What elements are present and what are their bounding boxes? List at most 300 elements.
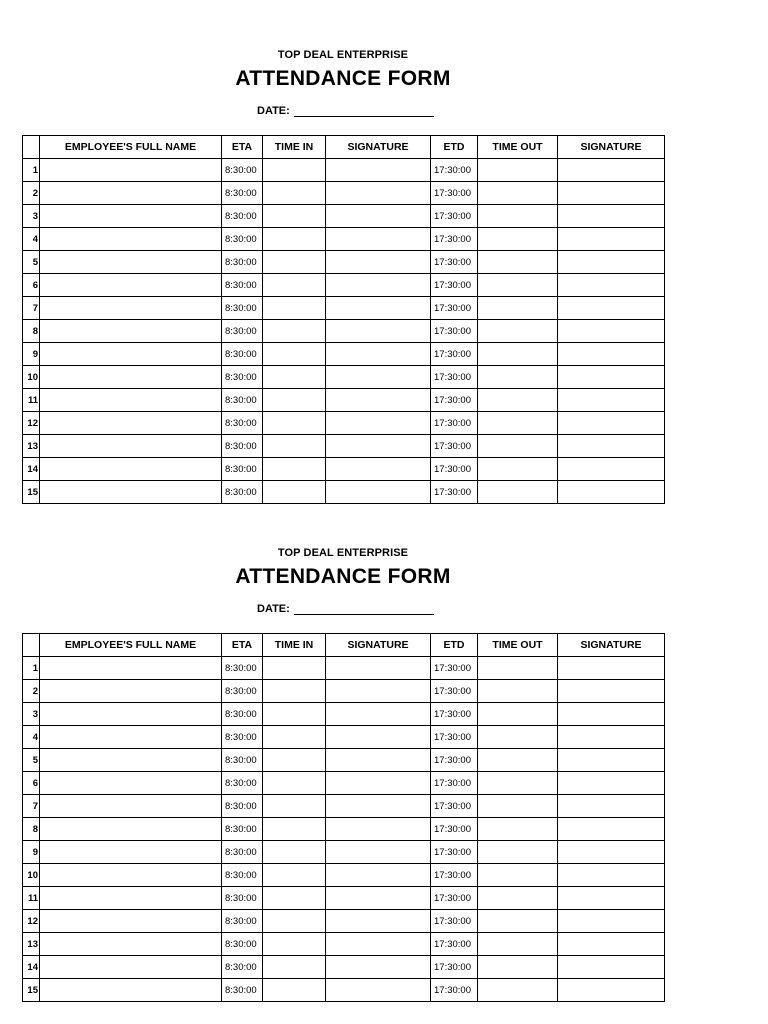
time-in-cell[interactable]: [263, 795, 326, 818]
signature-in-cell[interactable]: [326, 274, 431, 297]
time-out-cell[interactable]: [478, 818, 558, 841]
eta-cell: 8:30:00: [222, 910, 263, 933]
row-number: 6: [23, 274, 40, 297]
row-number: 9: [23, 841, 40, 864]
employee-name-header: EMPLOYEE'S FULL NAME: [40, 634, 222, 657]
signature-out-header: SIGNATURE: [558, 634, 665, 657]
time-in-cell[interactable]: [263, 389, 326, 412]
row-number: 1: [23, 657, 40, 680]
signature-in-cell[interactable]: [326, 297, 431, 320]
employee-name-cell[interactable]: [40, 703, 222, 726]
form-title: ATTENDANCE FORM: [235, 565, 451, 588]
eta-cell: 8:30:00: [222, 680, 263, 703]
time-in-header: TIME IN: [263, 634, 326, 657]
row-number: 11: [23, 389, 40, 412]
etd-header: ETD: [431, 634, 478, 657]
employee-name-cell[interactable]: [40, 435, 222, 458]
time-out-cell[interactable]: [478, 320, 558, 343]
time-out-cell[interactable]: [478, 366, 558, 389]
time-out-cell[interactable]: [478, 726, 558, 749]
signature-in-cell[interactable]: [326, 159, 431, 182]
table-row: [23, 182, 665, 205]
signature-out-cell[interactable]: [558, 274, 665, 297]
etd-cell: 17:30:00: [431, 864, 478, 887]
table-row: [23, 979, 665, 1002]
time-in-header: TIME IN: [263, 136, 326, 159]
eta-cell: 8:30:00: [222, 749, 263, 772]
time-in-cell[interactable]: [263, 366, 326, 389]
eta-cell: 8:30:00: [222, 772, 263, 795]
table-row: [23, 864, 665, 887]
table-row: [23, 726, 665, 749]
etd-cell: 17:30:00: [431, 389, 478, 412]
signature-in-cell[interactable]: [326, 795, 431, 818]
time-in-cell[interactable]: [263, 412, 326, 435]
row-number: 1: [23, 159, 40, 182]
employee-name-cell[interactable]: [40, 481, 222, 504]
signature-in-cell[interactable]: [326, 933, 431, 956]
employee-name-cell[interactable]: [40, 182, 222, 205]
table-body: [23, 657, 665, 1002]
table-row: [23, 435, 665, 458]
eta-cell: 8:30:00: [222, 228, 263, 251]
row-number: 4: [23, 228, 40, 251]
employee-name-cell[interactable]: [40, 228, 222, 251]
table-row: [23, 320, 665, 343]
time-in-cell[interactable]: [263, 726, 326, 749]
row-number: 13: [23, 933, 40, 956]
signature-in-cell[interactable]: [326, 680, 431, 703]
signature-in-cell[interactable]: [326, 726, 431, 749]
row-number: 8: [23, 320, 40, 343]
employee-name-cell[interactable]: [40, 864, 222, 887]
employee-name-cell[interactable]: [40, 205, 222, 228]
etd-cell: 17:30:00: [431, 228, 478, 251]
eta-cell: 8:30:00: [222, 726, 263, 749]
row-number-header: [23, 136, 40, 159]
table-row: [23, 703, 665, 726]
time-out-cell[interactable]: [478, 887, 558, 910]
time-in-cell[interactable]: [263, 343, 326, 366]
table-row: [23, 772, 665, 795]
date-label: DATE:: [257, 603, 290, 615]
time-in-cell[interactable]: [263, 841, 326, 864]
etd-cell: 17:30:00: [431, 343, 478, 366]
time-out-cell[interactable]: [478, 274, 558, 297]
signature-out-cell[interactable]: [558, 389, 665, 412]
table-row: [23, 366, 665, 389]
employee-name-cell[interactable]: [40, 320, 222, 343]
row-number: 7: [23, 297, 40, 320]
etd-cell: 17:30:00: [431, 933, 478, 956]
etd-cell: 17:30:00: [431, 887, 478, 910]
company-name: TOP DEAL ENTERPRISE: [277, 49, 409, 61]
table-row: [23, 458, 665, 481]
table-row: [23, 910, 665, 933]
time-in-cell[interactable]: [263, 205, 326, 228]
time-in-cell[interactable]: [263, 749, 326, 772]
signature-out-cell[interactable]: [558, 979, 665, 1002]
eta-cell: 8:30:00: [222, 956, 263, 979]
time-out-cell[interactable]: [478, 749, 558, 772]
table-row: [23, 680, 665, 703]
time-out-cell[interactable]: [478, 435, 558, 458]
etd-cell: 17:30:00: [431, 435, 478, 458]
etd-cell: 17:30:00: [431, 772, 478, 795]
signature-in-cell[interactable]: [326, 320, 431, 343]
table-body: [23, 159, 665, 504]
time-out-cell[interactable]: [478, 481, 558, 504]
employee-name-cell[interactable]: [40, 343, 222, 366]
time-in-cell[interactable]: [263, 320, 326, 343]
etd-cell: 17:30:00: [431, 841, 478, 864]
etd-cell: 17:30:00: [431, 481, 478, 504]
row-number: 3: [23, 703, 40, 726]
employee-name-cell[interactable]: [40, 956, 222, 979]
etd-cell: 17:30:00: [431, 366, 478, 389]
signature-out-cell[interactable]: [558, 772, 665, 795]
signature-in-cell[interactable]: [326, 772, 431, 795]
eta-cell: 8:30:00: [222, 979, 263, 1002]
employee-name-cell[interactable]: [40, 366, 222, 389]
employee-name-cell[interactable]: [40, 910, 222, 933]
company-name: TOP DEAL ENTERPRISE: [277, 547, 409, 559]
row-number: 12: [23, 910, 40, 933]
signature-in-cell[interactable]: [326, 251, 431, 274]
signature-out-cell[interactable]: [558, 910, 665, 933]
eta-cell: 8:30:00: [222, 841, 263, 864]
employee-name-cell[interactable]: [40, 749, 222, 772]
signature-in-cell[interactable]: [326, 703, 431, 726]
time-in-cell[interactable]: [263, 657, 326, 680]
date-input-line[interactable]: [294, 104, 434, 117]
signature-out-cell[interactable]: [558, 205, 665, 228]
eta-cell: 8:30:00: [222, 389, 263, 412]
time-in-cell[interactable]: [263, 435, 326, 458]
eta-cell: 8:30:00: [222, 366, 263, 389]
time-out-cell[interactable]: [478, 841, 558, 864]
date-field: [257, 104, 434, 117]
signature-out-cell[interactable]: [558, 795, 665, 818]
etd-cell: 17:30:00: [431, 703, 478, 726]
eta-cell: 8:30:00: [222, 320, 263, 343]
row-number-header: [23, 634, 40, 657]
time-out-cell[interactable]: [478, 680, 558, 703]
signature-out-cell[interactable]: [558, 680, 665, 703]
time-out-cell[interactable]: [478, 979, 558, 1002]
etd-cell: 17:30:00: [431, 956, 478, 979]
eta-cell: 8:30:00: [222, 182, 263, 205]
signature-in-cell[interactable]: [326, 818, 431, 841]
eta-cell: 8:30:00: [222, 703, 263, 726]
table-row: [23, 297, 665, 320]
signature-in-header: SIGNATURE: [326, 634, 431, 657]
signature-in-cell[interactable]: [326, 657, 431, 680]
eta-cell: 8:30:00: [222, 435, 263, 458]
etd-cell: 17:30:00: [431, 726, 478, 749]
employee-name-cell[interactable]: [40, 887, 222, 910]
time-out-cell[interactable]: [478, 205, 558, 228]
signature-out-cell[interactable]: [558, 366, 665, 389]
employee-name-header: EMPLOYEE'S FULL NAME: [40, 136, 222, 159]
date-field: [257, 602, 434, 615]
signature-in-cell[interactable]: [326, 481, 431, 504]
signature-out-cell[interactable]: [558, 933, 665, 956]
row-number: 8: [23, 818, 40, 841]
signature-out-cell[interactable]: [558, 864, 665, 887]
eta-cell: 8:30:00: [222, 887, 263, 910]
row-number: 14: [23, 956, 40, 979]
employee-name-cell[interactable]: [40, 297, 222, 320]
row-number: 4: [23, 726, 40, 749]
row-number: 9: [23, 343, 40, 366]
etd-cell: 17:30:00: [431, 159, 478, 182]
row-number: 2: [23, 680, 40, 703]
etd-header: ETD: [431, 136, 478, 159]
table-row: [23, 818, 665, 841]
row-number: 2: [23, 182, 40, 205]
employee-name-cell[interactable]: [40, 979, 222, 1002]
time-in-cell[interactable]: [263, 703, 326, 726]
time-out-cell[interactable]: [478, 864, 558, 887]
time-out-cell[interactable]: [478, 159, 558, 182]
employee-name-cell[interactable]: [40, 772, 222, 795]
time-in-cell[interactable]: [263, 887, 326, 910]
employee-name-cell[interactable]: [40, 657, 222, 680]
time-in-cell[interactable]: [263, 772, 326, 795]
time-in-cell[interactable]: [263, 864, 326, 887]
header-row: [23, 634, 665, 657]
table-row: [23, 481, 665, 504]
signature-in-cell[interactable]: [326, 205, 431, 228]
time-out-cell[interactable]: [478, 956, 558, 979]
employee-name-cell[interactable]: [40, 795, 222, 818]
signature-in-cell[interactable]: [326, 389, 431, 412]
eta-cell: 8:30:00: [222, 818, 263, 841]
table-row: [23, 657, 665, 680]
etd-cell: 17:30:00: [431, 205, 478, 228]
eta-cell: 8:30:00: [222, 933, 263, 956]
signature-out-cell[interactable]: [558, 159, 665, 182]
table-row: [23, 933, 665, 956]
signature-in-cell[interactable]: [326, 435, 431, 458]
signature-in-cell[interactable]: [326, 841, 431, 864]
eta-cell: 8:30:00: [222, 795, 263, 818]
signature-out-cell[interactable]: [558, 412, 665, 435]
etd-cell: 17:30:00: [431, 910, 478, 933]
row-number: 13: [23, 435, 40, 458]
time-out-cell[interactable]: [478, 772, 558, 795]
etd-cell: 17:30:00: [431, 680, 478, 703]
time-in-cell[interactable]: [263, 458, 326, 481]
signature-in-cell[interactable]: [326, 887, 431, 910]
time-out-cell[interactable]: [478, 933, 558, 956]
signature-out-cell[interactable]: [558, 841, 665, 864]
row-number: 3: [23, 205, 40, 228]
row-number: 5: [23, 749, 40, 772]
time-out-cell[interactable]: [478, 182, 558, 205]
time-in-cell[interactable]: [263, 182, 326, 205]
etd-cell: 17:30:00: [431, 297, 478, 320]
time-in-cell[interactable]: [263, 228, 326, 251]
table-row: [23, 412, 665, 435]
signature-out-cell[interactable]: [558, 320, 665, 343]
table-row: [23, 389, 665, 412]
signature-out-cell[interactable]: [558, 435, 665, 458]
etd-cell: 17:30:00: [431, 795, 478, 818]
time-out-cell[interactable]: [478, 412, 558, 435]
attendance-table: [22, 135, 665, 504]
etd-cell: 17:30:00: [431, 749, 478, 772]
time-in-cell[interactable]: [263, 297, 326, 320]
signature-out-cell[interactable]: [558, 887, 665, 910]
signature-out-cell[interactable]: [558, 818, 665, 841]
form-title: ATTENDANCE FORM: [235, 67, 451, 90]
time-out-cell[interactable]: [478, 657, 558, 680]
employee-name-cell[interactable]: [40, 818, 222, 841]
table-row: [23, 795, 665, 818]
row-number: 7: [23, 795, 40, 818]
etd-cell: 17:30:00: [431, 458, 478, 481]
row-number: 14: [23, 458, 40, 481]
signature-out-cell[interactable]: [558, 956, 665, 979]
employee-name-cell[interactable]: [40, 274, 222, 297]
table-row: [23, 274, 665, 297]
time-in-cell[interactable]: [263, 910, 326, 933]
time-in-cell[interactable]: [263, 818, 326, 841]
signature-in-cell[interactable]: [326, 182, 431, 205]
signature-out-cell[interactable]: [558, 297, 665, 320]
eta-cell: 8:30:00: [222, 159, 263, 182]
etd-cell: 17:30:00: [431, 657, 478, 680]
time-in-cell[interactable]: [263, 680, 326, 703]
table-row: [23, 956, 665, 979]
eta-header: ETA: [222, 136, 263, 159]
employee-name-cell[interactable]: [40, 933, 222, 956]
date-label: DATE:: [257, 105, 290, 117]
signature-in-cell[interactable]: [326, 956, 431, 979]
signature-out-cell[interactable]: [558, 657, 665, 680]
signature-in-cell[interactable]: [326, 228, 431, 251]
time-in-cell[interactable]: [263, 251, 326, 274]
eta-cell: 8:30:00: [222, 251, 263, 274]
signature-out-cell[interactable]: [558, 726, 665, 749]
time-in-cell[interactable]: [263, 933, 326, 956]
signature-in-cell[interactable]: [326, 910, 431, 933]
eta-cell: 8:30:00: [222, 343, 263, 366]
time-out-cell[interactable]: [478, 251, 558, 274]
signature-in-cell[interactable]: [326, 458, 431, 481]
eta-cell: 8:30:00: [222, 297, 263, 320]
row-number: 5: [23, 251, 40, 274]
employee-name-cell[interactable]: [40, 458, 222, 481]
signature-out-cell[interactable]: [558, 703, 665, 726]
employee-name-cell[interactable]: [40, 251, 222, 274]
eta-header: ETA: [222, 634, 263, 657]
time-in-cell[interactable]: [263, 481, 326, 504]
signature-out-cell[interactable]: [558, 343, 665, 366]
signature-in-cell[interactable]: [326, 412, 431, 435]
signature-out-header: SIGNATURE: [558, 136, 665, 159]
time-out-cell[interactable]: [478, 297, 558, 320]
time-out-cell[interactable]: [478, 795, 558, 818]
table-row: [23, 228, 665, 251]
etd-cell: 17:30:00: [431, 251, 478, 274]
time-out-cell[interactable]: [478, 228, 558, 251]
time-out-cell[interactable]: [478, 703, 558, 726]
row-number: 11: [23, 887, 40, 910]
table-row: [23, 841, 665, 864]
etd-cell: 17:30:00: [431, 320, 478, 343]
header-row: [23, 136, 665, 159]
eta-cell: 8:30:00: [222, 458, 263, 481]
table-row: [23, 887, 665, 910]
eta-cell: 8:30:00: [222, 481, 263, 504]
signature-in-cell[interactable]: [326, 749, 431, 772]
row-number: 10: [23, 864, 40, 887]
employee-name-cell[interactable]: [40, 726, 222, 749]
row-number: 6: [23, 772, 40, 795]
etd-cell: 17:30:00: [431, 274, 478, 297]
time-out-cell[interactable]: [478, 910, 558, 933]
employee-name-cell[interactable]: [40, 412, 222, 435]
signature-in-cell[interactable]: [326, 343, 431, 366]
signature-out-cell[interactable]: [558, 749, 665, 772]
time-out-header: TIME OUT: [478, 136, 558, 159]
table-row: [23, 749, 665, 772]
eta-cell: 8:30:00: [222, 274, 263, 297]
signature-in-cell[interactable]: [326, 864, 431, 887]
employee-name-cell[interactable]: [40, 389, 222, 412]
signature-out-cell[interactable]: [558, 251, 665, 274]
time-out-cell[interactable]: [478, 343, 558, 366]
row-number: 10: [23, 366, 40, 389]
row-number: 15: [23, 481, 40, 504]
table-row: [23, 251, 665, 274]
eta-cell: 8:30:00: [222, 205, 263, 228]
time-out-header: TIME OUT: [478, 634, 558, 657]
attendance-table: [22, 633, 665, 1002]
time-in-cell[interactable]: [263, 159, 326, 182]
signature-in-cell[interactable]: [326, 366, 431, 389]
date-input-line[interactable]: [294, 602, 434, 615]
signature-out-cell[interactable]: [558, 458, 665, 481]
time-out-cell[interactable]: [478, 389, 558, 412]
time-in-cell[interactable]: [263, 274, 326, 297]
signature-out-cell[interactable]: [558, 481, 665, 504]
time-out-cell[interactable]: [478, 458, 558, 481]
employee-name-cell[interactable]: [40, 680, 222, 703]
etd-cell: 17:30:00: [431, 979, 478, 1002]
table-row: [23, 205, 665, 228]
time-in-cell[interactable]: [263, 956, 326, 979]
time-in-cell[interactable]: [263, 979, 326, 1002]
eta-cell: 8:30:00: [222, 864, 263, 887]
etd-cell: 17:30:00: [431, 412, 478, 435]
eta-cell: 8:30:00: [222, 657, 263, 680]
row-number: 15: [23, 979, 40, 1002]
table-row: [23, 159, 665, 182]
employee-name-cell[interactable]: [40, 159, 222, 182]
etd-cell: 17:30:00: [431, 818, 478, 841]
employee-name-cell[interactable]: [40, 841, 222, 864]
table-row: [23, 343, 665, 366]
signature-in-header: SIGNATURE: [326, 136, 431, 159]
signature-out-cell[interactable]: [558, 182, 665, 205]
etd-cell: 17:30:00: [431, 182, 478, 205]
signature-out-cell[interactable]: [558, 228, 665, 251]
signature-in-cell[interactable]: [326, 979, 431, 1002]
